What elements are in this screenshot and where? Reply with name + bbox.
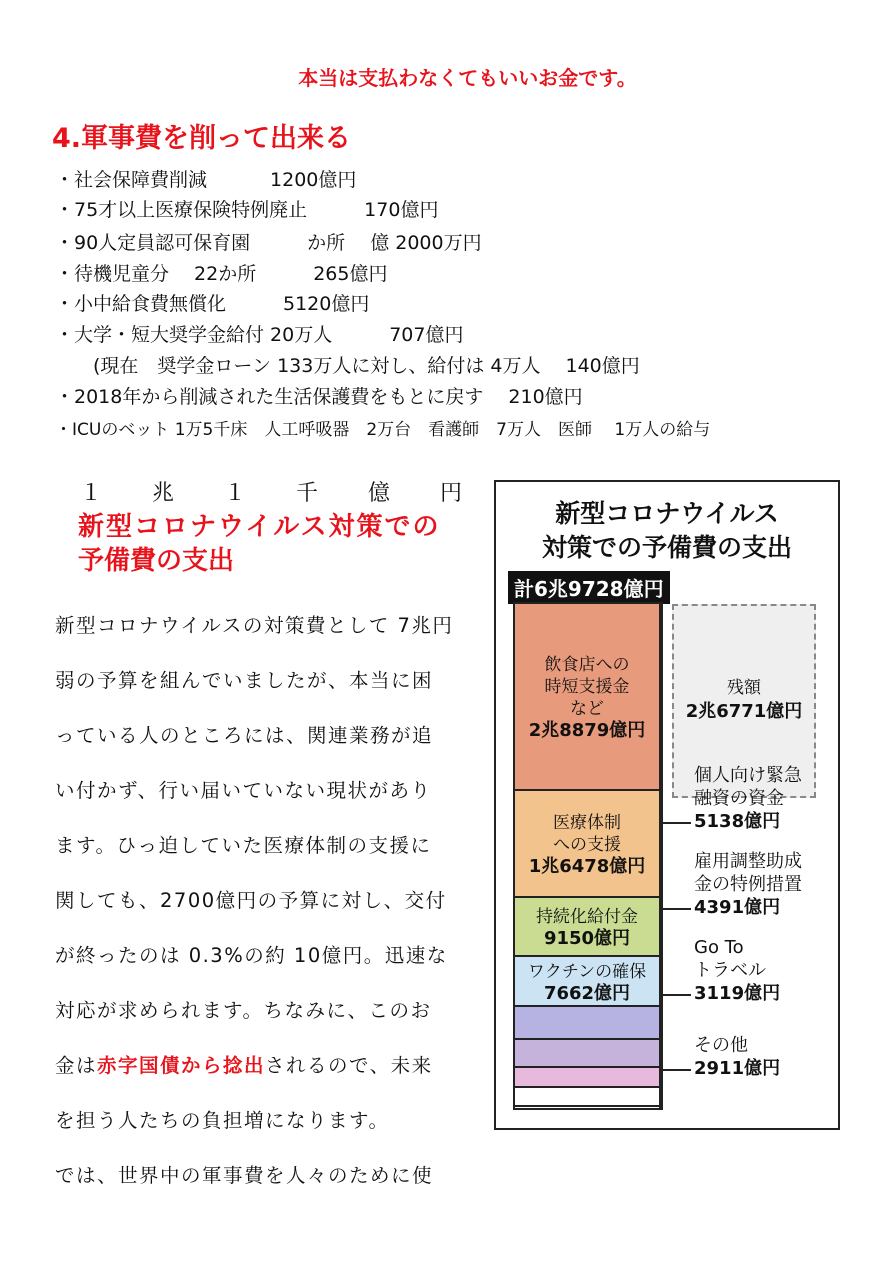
- chart-title-line1: 新型コロナウイルス: [555, 499, 779, 528]
- side-label-text: 雇用調整助成: [694, 851, 802, 872]
- segment-value: 2兆8879億円: [528, 719, 646, 741]
- emphasis-text: 赤字国債から捻出: [97, 1054, 266, 1077]
- segment-value: 9150億円: [543, 927, 631, 949]
- side-label-value: 4391億円: [694, 897, 781, 918]
- stacked-bar: [513, 602, 661, 1110]
- amount-char: １: [224, 481, 247, 506]
- list-item: ・ICUのベット 1万5千床 人工呼吸器 2万台 看護師 7万人 医師 1万人の給与: [55, 420, 711, 440]
- segment-label: ワクチンの確保: [527, 962, 647, 982]
- list-item: ・90人定員認可保育園 か所 億 2000万円: [55, 232, 482, 254]
- side-label: [694, 764, 802, 833]
- segment-label: 時短支援金: [544, 676, 630, 697]
- leader-tick: [661, 994, 691, 996]
- paragraph-line: 関しても、2700億円の予算に対し、交付: [55, 889, 447, 912]
- segment-label: 持続化給付金: [536, 906, 638, 927]
- side-label: [694, 850, 802, 919]
- remainder-value: 2兆6771億円: [685, 701, 803, 722]
- paragraph-line: が終ったのは 0.3%の約 10億円。迅速な: [55, 944, 448, 967]
- paragraph-line: を担う人たちの負担増になります。: [55, 1109, 390, 1132]
- segment-label: 医療体制: [553, 812, 621, 833]
- paragraph-line: では、世界中の軍事費を人々のために使: [55, 1164, 434, 1187]
- side-label-text: トラベル: [694, 960, 766, 981]
- list-item: ・2018年から削減された生活保護費をもとに戻す 210億円: [55, 386, 583, 408]
- list-item: ・待機児童分 22か所 265億円: [55, 263, 388, 285]
- leader-tick: [661, 822, 691, 824]
- bar-segment: [515, 791, 659, 898]
- paragraph-text: されるので、未来: [265, 1054, 433, 1077]
- bar-segment: [515, 1007, 659, 1040]
- side-label-text: 金の特例措置: [694, 874, 802, 895]
- bar-segment: [515, 604, 659, 791]
- amount-heading: [80, 476, 512, 507]
- paragraph-line: [55, 1038, 481, 1093]
- amount-char: 億: [368, 481, 391, 506]
- side-label: [694, 1034, 780, 1080]
- segment-value: 7662億円: [543, 983, 631, 1004]
- chart-total-label: 計6兆9728億円: [508, 571, 670, 604]
- side-label-text: Go To: [694, 937, 744, 958]
- paragraph-line: 新型コロナウイルスの対策費として 7兆円: [55, 614, 454, 637]
- bar-segment: [515, 957, 659, 1007]
- bar-segment: [515, 898, 659, 957]
- body-paragraph: [55, 598, 481, 1203]
- side-label: [694, 936, 780, 1005]
- paragraph-line: 弱の予算を組んでいましたが、本当に困: [55, 669, 434, 692]
- top-note: 本当は支払わなくてもいいお金です。: [298, 66, 637, 90]
- bar-segment: [515, 1088, 659, 1107]
- list-item: ・75才以上医療保険特例廃止 170億円: [55, 199, 439, 221]
- segment-label: への支援: [553, 834, 621, 855]
- segment-value: 1兆6478億円: [528, 855, 646, 877]
- amount-char: 千: [296, 481, 319, 506]
- side-label-value: 5138億円: [694, 811, 781, 832]
- side-label-text: 個人向け緊急: [694, 765, 802, 786]
- amount-char: 兆: [152, 481, 175, 506]
- list-item: ・小中給食費無償化 5120億円: [55, 293, 370, 315]
- paragraph-line: っている人のところには、関連業務が追: [55, 724, 434, 747]
- side-label-text: その他: [694, 1035, 748, 1056]
- remainder-name: 残額: [727, 678, 761, 698]
- section-title-line2: 予備費の支出: [78, 546, 235, 576]
- amount-char: 円: [440, 481, 463, 506]
- bar-segment: [515, 1068, 659, 1088]
- leader-tick: [661, 908, 691, 910]
- section-title-line1: 新型コロナウイルス対策での: [78, 512, 441, 542]
- list-item: ・大学・短大奨学金給付 20万人 707億円: [55, 324, 464, 346]
- expenditure-chart: [494, 480, 840, 1130]
- paragraph-line: 対応が求められます。ちなみに、このお: [55, 999, 432, 1022]
- side-label-value: 3119億円: [694, 983, 781, 1004]
- paragraph-text: 金は: [55, 1054, 98, 1077]
- divider-line: [661, 602, 663, 1110]
- list-item: (現在 奨学金ローン 133万人に対し、給付は 4万人 140億円: [55, 355, 640, 377]
- list-item: ・社会保障費削減 1200億円: [55, 169, 357, 191]
- bar-segment: [515, 1040, 659, 1068]
- chart-title-line2: 対策での予備費の支出: [541, 533, 792, 562]
- side-label-value: 2911億円: [694, 1058, 781, 1079]
- section-heading: 4.軍事費を削って出来る: [52, 123, 352, 154]
- segment-label: 飲食店への: [544, 654, 630, 675]
- leader-tick: [661, 1069, 691, 1071]
- paragraph-line: い付かず、行い届いていない現状があり: [55, 779, 432, 802]
- paragraph-line: ます。ひっ迫していた医療体制の支援に: [55, 834, 432, 857]
- amount-char: １: [80, 481, 103, 506]
- side-label-text: 融資の資金: [694, 788, 784, 809]
- segment-label: など: [570, 698, 604, 719]
